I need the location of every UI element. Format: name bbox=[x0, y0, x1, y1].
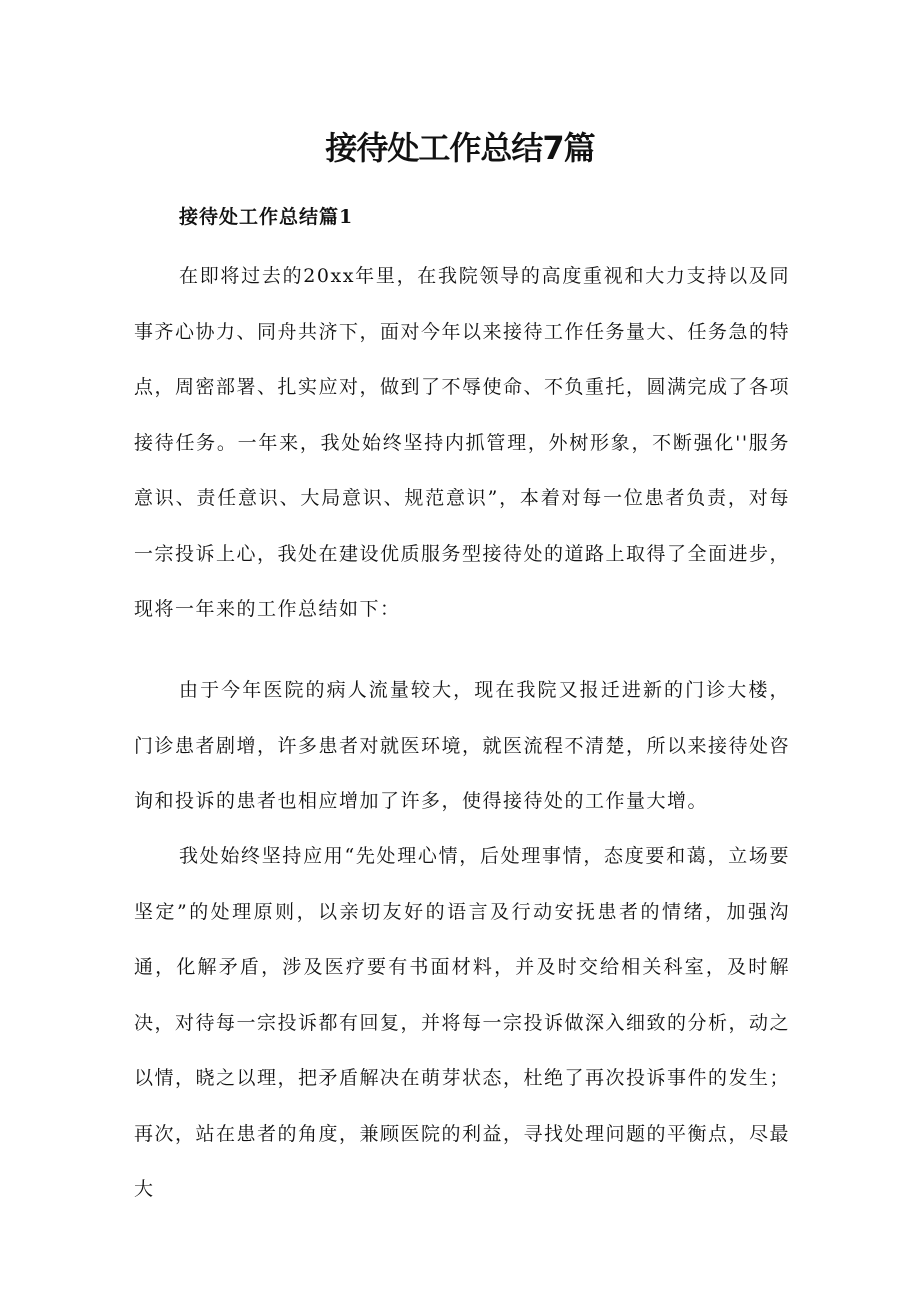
body-paragraph-2: 由于今年医院的病人流量较大，现在我院又报迁进新的门诊大楼，门诊患者剧增，许多患者对就医环境，就医流程不清楚，所以来接待处咨询和投诉的患者也相应增加了许多，使得接待处的工作量大增。 bbox=[134, 679, 791, 812]
body-paragraph-3: 我处始终坚持应用“先处理心情，后处理事情，态度要和蔼，立场要坚定”的处理原则，以亲切友好的语言及行动安抚患者的情绪，加强沟通，化解矛盾，涉及医疗要有书面材料，并及时交给相关科室，及时解决，对待每一宗投诉都有回复，并将每一宗投诉做深入细致的分析，动之以情，晓之以理，把矛盾解决在萌芽状态，杜绝了再次投诉事件的发生；再次，站在患者的角度，兼顾医院的利益，寻找处理问题的平衡点，尽最大 bbox=[134, 845, 791, 1200]
section-heading: 接待处工作总结篇1 bbox=[179, 206, 354, 228]
body-paragraph-1: 在即将过去的20xx年里，在我院领导的高度重视和大力支持以及同事齐心协力、同舟共济下，面对今年以来接待工作任务量大、任务急的特点，周密部署、扎实应对，做到了不辱使命、不负重托，圆满完成了各项接待任务。一年来，我处始终坚持内抓管理，外树形象，不断强化''服务意识、责任意识、大局意识、规范意识”，本着对每一位患者负责，对每一宗投诉上心，我处在建设优质服务型接待处的道路上取得了全面进步，现将一年来的工作总结如下： bbox=[134, 265, 791, 620]
document-title: 接待处工作总结7篇 bbox=[325, 129, 595, 167]
